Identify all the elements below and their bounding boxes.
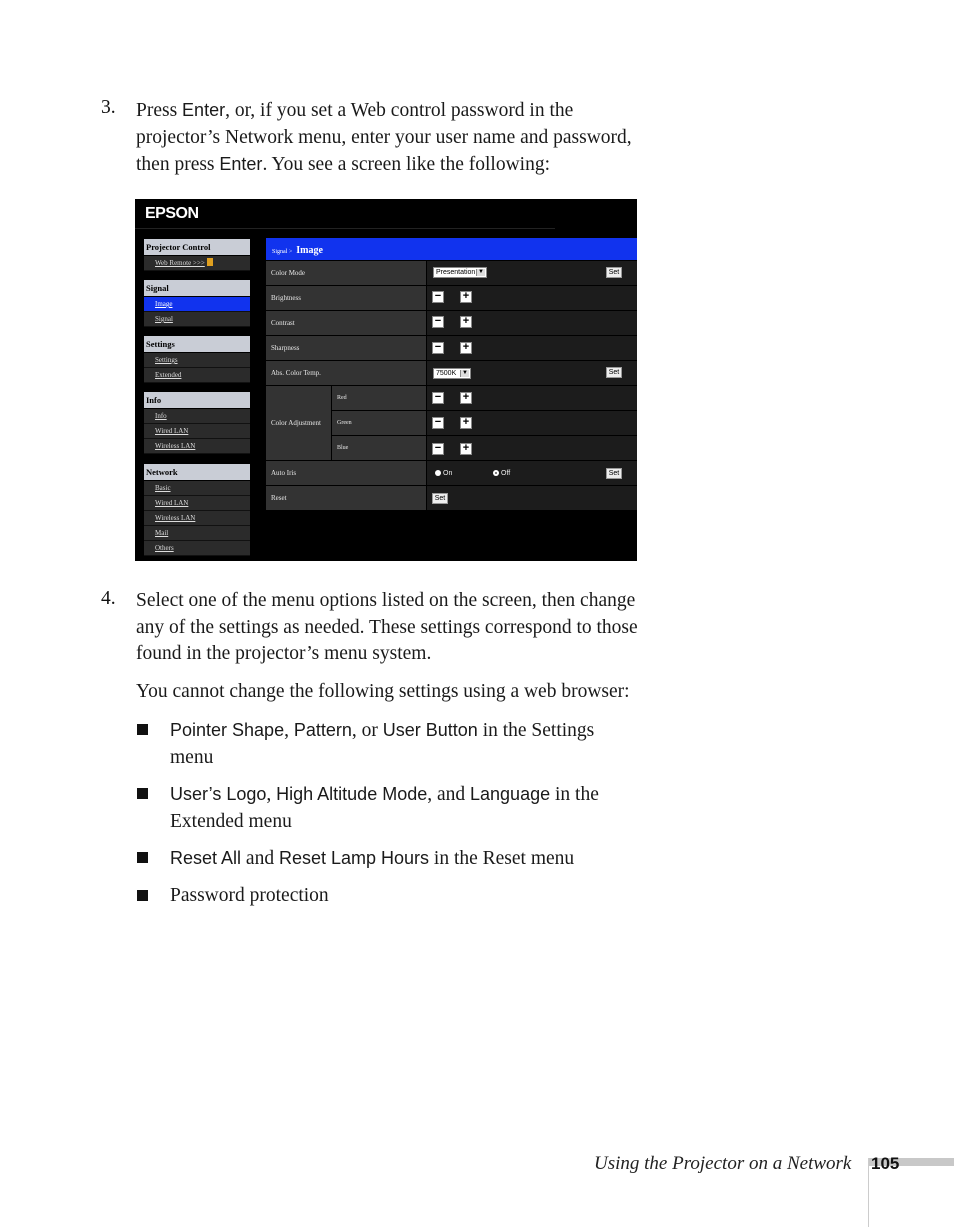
nav-settings[interactable]: Settings [144,336,250,352]
plus-button[interactable]: + [460,417,472,429]
term: High Altitude Mode [276,784,428,804]
header-divider [135,228,555,229]
nav-item-others[interactable]: Others [144,541,250,556]
bullet-item: Password protection [170,885,329,906]
auto-iris-off-radio[interactable] [493,470,510,477]
web-control-screenshot [135,199,637,561]
label-abs-color-temp: Abs. Color Temp. [266,361,426,385]
value-cell [427,386,637,410]
set-button[interactable]: Set [606,367,622,378]
term: User Button [382,720,478,740]
value-cell [427,436,637,460]
plus-button[interactable]: + [460,291,472,303]
epson-logo: EPSON [145,205,199,222]
text: , or [351,720,383,741]
minus-button[interactable]: − [432,342,444,354]
term: Reset All [170,848,242,868]
label-red: Red [332,386,426,410]
chevron-down-icon: ▼ [476,269,485,276]
nav-web-remote[interactable] [144,256,250,271]
term: Pointer Shape [170,720,285,740]
radio-label: Off [501,470,511,477]
radio-label: On [443,470,453,477]
nav-item-signal[interactable]: Signal [144,312,250,327]
term: Reset Lamp Hours [278,848,430,868]
bullet-item [170,781,690,835]
nav-item-info[interactable]: Info [144,409,250,424]
text: Select one of the menu options listed on the screen, then change [136,590,636,611]
text: projector’s Network menu, enter your user name and password, [136,126,632,148]
minus-button[interactable]: − [432,291,444,303]
text: then press [136,154,220,175]
reset-set-button[interactable]: Set [432,493,448,504]
auto-iris-on-radio[interactable] [435,470,452,477]
text: , and [427,784,471,805]
text: . You see a screen like the following: [262,154,551,175]
footer-section-title: Using the Projector on a Network [594,1153,852,1174]
minus-button[interactable]: − [432,316,444,328]
nav-info[interactable]: Info [144,392,250,408]
text: , or, if you set a Web control password in the [225,100,574,121]
text: in the [550,784,599,805]
term: Language [470,784,551,804]
page-title: Image [296,245,323,256]
plus-button[interactable]: + [460,443,472,455]
term: User’s Logo [170,784,267,804]
step-3-number: 3. [101,97,116,118]
label-green: Green [332,411,426,435]
breadcrumb-small: Signal > [272,249,293,255]
value-cell [427,486,637,510]
step-3-text [136,97,696,179]
label-color-mode: Color Mode [266,261,426,285]
text: found in the projector’s menu system. [136,643,432,664]
page-number: 105 [871,1154,900,1173]
plus-button[interactable]: + [460,316,472,328]
bullet-marker [137,788,148,799]
key-enter: Enter [182,100,226,120]
nav-item-image[interactable]: Image [144,297,250,312]
nav-label: Web Remote >>> [155,259,205,267]
label-brightness: Brightness [266,286,426,310]
color-temp-select[interactable] [433,368,471,379]
text: in the Reset menu [429,848,575,869]
bullet-item [170,717,690,771]
text: and [241,848,279,869]
label-blue: Blue [332,436,426,460]
bullet-item [170,845,690,873]
text: any of the settings as needed. These settings correspond to those [136,616,638,638]
bullet-marker [137,724,148,735]
nav-item-settings[interactable]: Settings [144,353,250,368]
radio-dot [435,470,441,476]
text: , [284,720,294,741]
minus-button[interactable]: − [432,392,444,404]
select-value: 7500K [436,370,457,377]
bullet-marker [137,890,148,901]
label-auto-iris: Auto Iris [266,461,426,485]
nav-item-wired-lan[interactable]: Wired LAN [144,496,250,511]
nav-item-extended[interactable]: Extended [144,368,250,383]
label-reset: Reset [266,486,426,510]
minus-button[interactable]: − [432,417,444,429]
select-value: Presentation [436,269,476,276]
step-4-text [136,588,696,668]
text: , [266,784,277,805]
text: Press [136,100,183,121]
nav-projector-control[interactable]: Projector Control [144,239,250,255]
plus-button[interactable]: + [460,342,472,354]
nav-item-mail[interactable]: Mail [144,526,250,541]
nav-item-basic[interactable]: Basic [144,481,250,496]
value-cell [427,336,637,360]
text: menu [170,746,214,768]
set-button[interactable]: Set [606,267,622,278]
nav-item-wireless-lan[interactable]: Wireless LAN [144,511,250,526]
nav-item-wireless-lan[interactable]: Wireless LAN [144,439,250,454]
remote-icon [207,258,213,266]
nav-network[interactable]: Network [144,464,250,480]
text: in the Settings [477,720,595,741]
plus-button[interactable]: + [460,392,472,404]
key-enter: Enter [219,154,263,174]
radio-dot [493,470,499,476]
label-color-adjustment: Color Adjustment [266,386,331,460]
chevron-down-icon: ▼ [460,370,469,377]
label-sharpness: Sharpness [266,336,426,360]
value-cell [427,311,637,335]
set-button[interactable]: Set [606,468,622,479]
minus-button[interactable]: − [432,443,444,455]
color-mode-select[interactable] [433,267,487,278]
content-title-bar [266,238,637,260]
value-cell [427,411,637,435]
footer-divider [868,1158,869,1227]
step-4-intro: You cannot change the following settings using a web browser: [136,681,630,702]
value-cell [427,286,637,310]
nav-signal[interactable]: Signal [144,280,250,296]
term: Pattern [293,720,352,740]
label-contrast: Contrast [266,311,426,335]
text: Extended menu [170,810,292,832]
nav-item-wired-lan[interactable]: Wired LAN [144,424,250,439]
step-4-number: 4. [101,588,116,609]
bullet-marker [137,852,148,863]
